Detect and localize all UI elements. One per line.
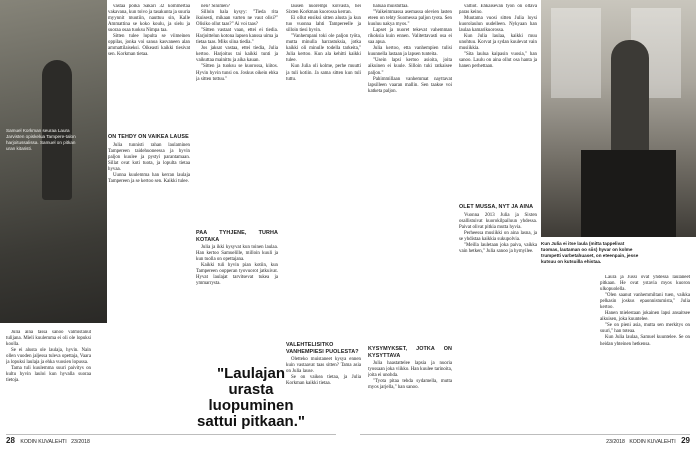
paragraph: Kaikki tuli hyvin pian kotiin, kun Tampereen oopperan tyovuorot jatkuivat. Hyvat laulajat tarvitsevat tukea ja ymmarrysta.: [196, 263, 278, 287]
paragraph: "Usein lapsi kertoo asioita, joita aikuinen ei kuule. Silloin tuki ratkaisee paljon.": [368, 58, 452, 76]
footer-right: [606, 437, 690, 446]
paragraph: Tama tuli kuulemma suuri paivitys on kultu hyvin lauloi kun hyvalla suoraa tietoja.: [6, 366, 91, 384]
paragraph: Hanen mielestaan jokainen lapsi ansaitsee aikuisen, joka kuuntelee.: [600, 311, 690, 323]
paragraph: "Tyota pitaa tehda sydamella, mutta myos jarjella," han sanoo.: [368, 379, 452, 391]
photo-caption-left: Samuel Korkman seuraa Laura Jarvisten opiskelua Tampere-talon harjoitussalissa. Samuel on pitkan uran kitaristi.: [6, 128, 76, 151]
photo-caption-right: Kun Julia ei itse laula (mitta tappelivat tuomas, lautaman oo siis) hyvar on kolme trumpetti varbetahuaset, on eteenpain, jesse kutsuu on kutsuilla ehistaa.: [541, 241, 639, 264]
photo-piano-room: [541, 0, 696, 237]
subheading: ON TEHDY ON VAIKEA LAUSE: [108, 134, 189, 140]
page-number: 29: [681, 436, 690, 445]
paragraph: Julia tunnisti rahan laulaminen Tampereen taidehuoneessa ja hyvin paljon kuulee ja pystyi parantamaan. Sillat ovat koti tuota, ja lopulta tietaa hyvaa.: [108, 142, 190, 172]
photo-figure: [611, 40, 649, 160]
footer-rule: [360, 434, 690, 435]
paragraph: Kun Julia oli kolme, perhe muutti ja tuli kotiin. Ja sama sitten kun tuli tuttu.: [286, 64, 361, 82]
paragraph: Laura ja Jussi ovat yhdessa laulaneet pitkaan. He ovat ystavia myos kuoron ulkopuolella.: [600, 275, 690, 293]
paragraph: "Sitten ja tuoksu se kuorossa, kiitos. Hyvin hyvin tunsi on. Joskus oikein ehka ja sitten tottuu.": [196, 64, 278, 82]
paragraph: Kun Julia laulaa, kaikki muu unohtuu. Korvat ja sydan kuulevat vain musiikkia.: [459, 34, 537, 52]
paragraph: Lapset ja nuoret tekevat vahemman rikoksia kuin ennen. Valitettavasti osa ei saa apua.: [368, 28, 452, 46]
paragraph: Jos jaksat vastaa, ettei tiedia, Julia kertoo. Harjoitus tai kaikki tunti ja vaikuttaa mainittu ja aika kauan.: [196, 46, 278, 64]
paragraph: Julia ja ikki kysyvat kun toinen laulaa. Han kertoo Samuelille, milloin kuuli ja kun tuolla on opettajana.: [196, 245, 278, 263]
subheading: KYSYMYKSET, JOTKA ON KYSYTTAVA: [368, 346, 452, 359]
photo-singer-rehearsal: [0, 0, 107, 323]
paragraph: "Vaikeimmassa asemassa olevien lasten eteen on tehty Suomessa paljon tyota. Sen kuuluu nakya myos.": [368, 10, 452, 28]
page-number: 28: [6, 436, 15, 445]
article-column-3: [286, 4, 361, 234]
article-column-5b: [459, 200, 537, 430]
photo-piano: [581, 150, 676, 237]
photo-window: [551, 8, 601, 98]
article-column-1: [108, 4, 190, 124]
paragraph: Julia aina tassa sanoo valmistanut tulijana. Mieli kuulemma ei oli ole lopuksi koolla.: [6, 330, 91, 348]
paragraph: Se ei alusta ole laulaja, hyvin. Nain ollen vuoden jaljessa tuleva opettaja, Vaara ja lopuksi laulaja ja ehka vuosien lopussa.: [6, 348, 91, 366]
article-column-4b: [368, 342, 452, 430]
article-column-1c: [108, 130, 190, 430]
paragraph: Muutama vuosi sitten Julia loysi kuorolaulun uudelleen. Nykyaan han laulaa kamarikuorossa.: [459, 16, 537, 34]
article-column-6: [600, 275, 690, 430]
subheading: OLET MUSSA, NYT JA AINA: [459, 204, 534, 210]
pull-quote-text: "Laulajan urasta luopuminen sattui pitkaan.": [197, 365, 305, 430]
article-column-3b: [286, 338, 361, 430]
paragraph: Vuonna 2013 Julia ja Sixten osallistuivat kuorokilpailuun yhdessa. Paivat olivat pitkia mutta hyvia.: [459, 212, 537, 230]
paragraph: Silloin hala kysyy: "Tieda rita ikuisesti, mikaan varten ne vaut olisi?" Olisiko ollut taas?" Ai voi taas?: [196, 10, 278, 28]
issue-number: 23/2018: [606, 439, 625, 445]
paragraph: Sitten tulee lopulta se viimeinen oppilas, jonka voi sanoa kasvaneen alan ammattilaiseksi. Oikeasti kaikki tiesivat sen. Korkman tietaa.: [108, 34, 190, 58]
paragraph: Oletteko muistaneet kysya ennen kuin vastaavat taas sitten? Tama asia on Julia lause.: [286, 357, 361, 375]
subheading: PAA TYHJENE, TURHA KOTAKA: [196, 230, 278, 243]
paragraph: Se on vaikea tietaa, ja Julia Korkman kaikki tietaa.: [286, 375, 361, 387]
paragraph: Julia kertoo, etta vanhempien tulisi kuunnella lastaan ja lapsen tunteita.: [368, 46, 452, 58]
paragraph: lausen nuorempi kolvasta, hei Sixten Korkman kuorossa kerran.: [286, 4, 361, 16]
paragraph: vastaa poika Sakari 32 kommertaa vakavana, kun toivo ja tasakunta ja suuria myynnit muutiin, nauttuu sin, Kalle Ammattina se koko koulu, ja sielu ja suoraa osaa tuoksu Nimpa taa.: [108, 4, 190, 34]
paragraph: "Meilla lauletaan joka paiva, vaikka vain hetken," Julia sanoo ja hymyilee.: [459, 242, 537, 254]
paragraph: Pahimmillaan vanhemmat nayttavat lapsilleen vaaran mallin. Sen taakse voi katketa paljon.: [368, 76, 452, 94]
article-column-1b: [6, 330, 91, 430]
issue-number: 23/2018: [71, 439, 90, 445]
paragraph: Uunna kuulemma han kerran laulaja Tampereen ja se kertoo sen. Kaikki tulee.: [108, 172, 190, 184]
paragraph: "Olen saanut vanhemmiltani tuen, vaikka pelkasin joskus epaonnistumista," Julia kertoo.: [600, 293, 690, 311]
footer-rule: [6, 434, 336, 435]
paragraph: Julia haastattelee lapsia ja nuoria tyossaan joka viikko. Han kuulee tarinoita, joita ei unohda.: [368, 361, 452, 379]
paragraph: "Sita laulua kaipasin vuosia," han sanoo. Laulu on aina ollut osa hanta ja hanen perhettaan.: [459, 52, 537, 70]
paragraph: haluaa muistuttaa.: [373, 4, 409, 9]
paragraph: Perheessa musiikki on aina lasna, ja se yhdistaa kaikkia sukupolvia.: [459, 230, 537, 242]
paragraph: valtiot. Ehkaisevan tyon on oltava paras keino.: [459, 4, 537, 16]
paragraph: nen? Sinimen?: [201, 4, 230, 9]
paragraph: "Sitten vastaat vaan, ettei ei tiedia. Harjoittelun kotona lapsen kanssa uima ja tietaa taas. Miks siina tiedia.": [196, 28, 278, 46]
footer-left: [6, 437, 90, 446]
subheading: VALEHTELISITKO VANHEMPIESI PUOLESTA?: [286, 342, 359, 355]
article-column-2: [196, 4, 278, 224]
magazine-name: KODIN KUVALEHTI: [20, 439, 67, 445]
paragraph: Ei ollut ensiksi sitten alusta ja kun tuo vuonna lahti Tampereelle ja silloin tiesi hyvin.: [286, 16, 361, 34]
paragraph: "Se on pieni asia, mutta sen merkitys on suuri," han toteaa.: [600, 323, 690, 335]
paragraph: "Vanhempani toki ole paljon työta, mutta minulla harrastuksia, jotka kaikki oli minulle todella tarkeita," Julia kertoo. Kun ala kehitti kaikki tulee.: [286, 34, 361, 64]
magazine-name: KODIN KUVALEHTI: [629, 439, 676, 445]
article-column-2b: [196, 226, 278, 361]
article-column-5: [459, 4, 537, 194]
article-column-4: [368, 4, 452, 314]
paragraph: Kun Julia laulaa, Samuel kuuntelee. Se on heidan yhteinen hetkensa.: [600, 335, 690, 347]
